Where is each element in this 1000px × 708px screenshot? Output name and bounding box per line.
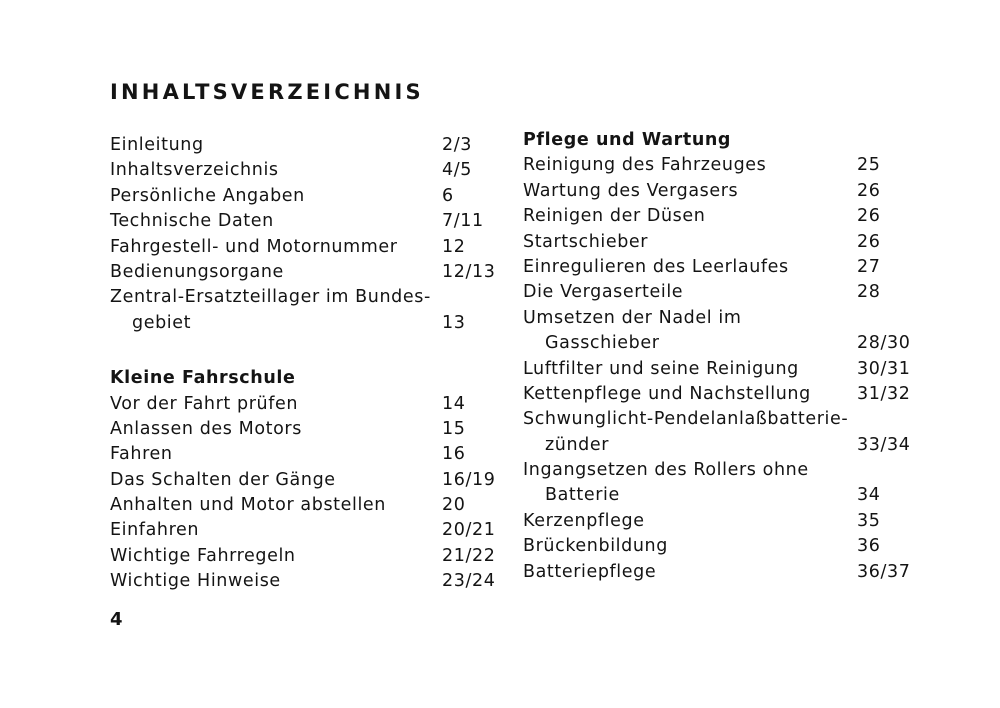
section-heading xyxy=(110,366,505,391)
section-heading-label: Pflege und Wartung xyxy=(523,130,732,150)
toc-entry-page: 34 xyxy=(857,485,881,506)
toc-entry xyxy=(110,569,505,594)
toc-entry-label: Umsetzen der Nadel im xyxy=(523,307,742,328)
toc-left-column xyxy=(110,133,505,595)
toc-entry-label: Anlassen des Motors xyxy=(110,418,302,439)
toc-entry-label: Einleitung xyxy=(110,135,204,155)
toc-entry xyxy=(110,285,505,310)
toc-entry-label: Vor der Fahrt prüfen xyxy=(110,393,299,414)
toc-entry-page: 36 xyxy=(857,536,881,557)
toc-entry-page: 33/34 xyxy=(857,434,911,455)
toc-entry xyxy=(523,560,918,585)
toc-entry-page: 27 xyxy=(857,256,881,277)
toc-entry xyxy=(523,483,918,508)
toc-entry-page: 31/32 xyxy=(857,383,911,404)
toc-entry-page: 21/22 xyxy=(442,545,496,566)
toc-entry-page: 15 xyxy=(442,418,466,439)
toc-entry xyxy=(523,331,918,356)
toc-entry-label: Schwunglicht-Pendelanlaßbatterie- xyxy=(523,409,849,430)
toc-entry-label: zünder xyxy=(545,434,610,455)
toc-entry-label: Startschieber xyxy=(523,231,649,252)
toc-entry-label: Anhalten und Motor abstellen xyxy=(110,495,386,516)
toc-entry-label: Wartung des Vergasers xyxy=(523,180,739,201)
section-heading-label: Kleine Fahrschule xyxy=(110,368,296,389)
toc-entry-label: Wichtige Hinweise xyxy=(110,571,281,592)
toc-entry xyxy=(523,357,918,382)
toc-entry-page: 20 xyxy=(442,495,466,516)
toc-entry-page: 12/13 xyxy=(442,261,496,282)
toc-entry-page: 12 xyxy=(442,236,466,257)
toc-entry xyxy=(110,493,505,518)
toc-entry-page: 30/31 xyxy=(857,358,911,379)
toc-right-column xyxy=(523,128,918,585)
toc-entry-label: Fahren xyxy=(110,444,173,465)
toc-entry-page: 28/30 xyxy=(857,333,911,354)
toc-entry xyxy=(110,158,505,183)
toc-entry-label: Technische Daten xyxy=(110,211,274,232)
toc-entry xyxy=(110,235,505,260)
toc-entry-label: Persönliche Angaben xyxy=(110,185,305,206)
toc-entry-label: Wichtige Fahrregeln xyxy=(110,545,296,566)
toc-entry xyxy=(523,255,918,280)
toc-entry-label: Die Vergaserteile xyxy=(523,282,684,303)
toc-entry xyxy=(110,544,505,569)
toc-entry-page: 35 xyxy=(857,510,881,531)
toc-entry xyxy=(523,509,918,534)
section-gap xyxy=(110,336,505,366)
toc-entry-label: Ingangsetzen des Rollers ohne xyxy=(523,460,809,481)
toc-entry xyxy=(110,392,505,417)
toc-entry xyxy=(523,153,918,178)
toc-entry-page: 26 xyxy=(857,231,881,252)
toc-entry xyxy=(523,204,918,229)
toc-entry-page: 26 xyxy=(857,206,881,227)
toc-entry xyxy=(523,306,918,331)
toc-entry xyxy=(110,442,505,467)
toc-entry xyxy=(110,417,505,442)
toc-entry-label: Inhaltsverzeichnis xyxy=(110,160,279,181)
toc-entry-page: 25 xyxy=(857,155,881,176)
toc-entry-page: 16/19 xyxy=(442,469,496,490)
toc-entry-label: Fahrgestell- und Motornummer xyxy=(110,236,398,257)
toc-entry-label: Gasschieber xyxy=(545,333,660,354)
toc-entry-label: Bedienungsorgane xyxy=(110,261,284,282)
toc-entry xyxy=(110,184,505,209)
toc-entry-page: 6 xyxy=(442,185,454,206)
section-heading xyxy=(523,128,918,153)
toc-entry xyxy=(523,382,918,407)
toc-entry-page: 7/11 xyxy=(442,211,484,232)
toc-entry-page: 20/21 xyxy=(442,520,496,541)
toc-entry-label: Zentral-Ersatzteillager im Bundes- xyxy=(110,287,431,308)
page-title: INHALTSVERZEICHNIS xyxy=(110,80,424,104)
toc-entry-label: Batteriepflege xyxy=(523,561,657,582)
toc-entry xyxy=(110,209,505,234)
toc-entry-label: Reinigung des Fahrzeuges xyxy=(523,155,767,176)
toc-entry-label: Das Schalten der Gänge xyxy=(110,469,336,490)
toc-entry xyxy=(523,179,918,204)
toc-entry-page: 23/24 xyxy=(442,571,496,592)
toc-entry-label: Brückenbildung xyxy=(523,536,668,557)
toc-entry-label: Kettenpflege und Nachstellung xyxy=(523,383,811,404)
page-number: 4 xyxy=(110,609,123,630)
toc-entry xyxy=(523,458,918,483)
toc-entry-label: Einfahren xyxy=(110,520,200,541)
toc-entry xyxy=(523,433,918,458)
toc-entry-label: Einregulieren des Leerlaufes xyxy=(523,256,789,277)
toc-entry xyxy=(523,280,918,305)
toc-entry-page: 4/5 xyxy=(442,160,472,181)
toc-entry-page: 26 xyxy=(857,180,881,201)
toc-entry xyxy=(110,311,505,336)
toc-entry xyxy=(110,468,505,493)
toc-entry-label: gebiet xyxy=(132,312,192,333)
toc-entry-page: 16 xyxy=(442,444,466,465)
toc-entry xyxy=(523,534,918,559)
toc-entry-page: 14 xyxy=(442,393,466,414)
toc-entry xyxy=(110,260,505,285)
toc-entry-label: Batterie xyxy=(545,485,620,506)
toc-entry xyxy=(523,407,918,432)
toc-entry xyxy=(523,230,918,255)
toc-entry-page: 2/3 xyxy=(442,135,472,155)
toc-entry-label: Reinigen der Düsen xyxy=(523,206,706,227)
toc-entry xyxy=(110,133,505,158)
toc-entry-label: Kerzenpflege xyxy=(523,510,645,531)
toc-entry-page: 28 xyxy=(857,282,881,303)
toc-entry xyxy=(110,518,505,543)
toc-entry-label: Luftfilter und seine Reinigung xyxy=(523,358,799,379)
toc-entry-page: 36/37 xyxy=(857,561,911,582)
toc-entry-page: 13 xyxy=(442,312,466,333)
